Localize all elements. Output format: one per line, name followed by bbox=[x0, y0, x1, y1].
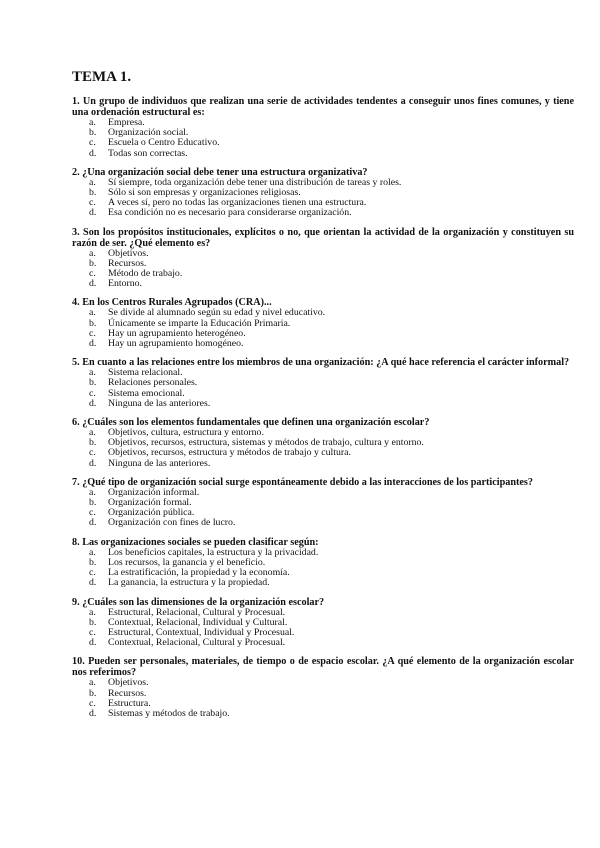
question-block bbox=[72, 96, 574, 159]
option-text: Contextual, Relacional, Individual y Cultural. bbox=[108, 616, 288, 628]
option-text: Ninguna de las anteriores. bbox=[108, 397, 211, 409]
option-letter: a. bbox=[89, 247, 96, 259]
answer-options bbox=[72, 118, 574, 159]
option-letter: c. bbox=[89, 626, 96, 638]
option-text: Entorno. bbox=[108, 278, 143, 290]
option-text: Organización social. bbox=[108, 127, 189, 139]
option-letter: d. bbox=[89, 338, 97, 350]
option-text: Organización con fines de lucro. bbox=[108, 517, 236, 529]
option-letter: d. bbox=[89, 207, 97, 219]
question-text: 4. En los Centros Rurales Agrupados (CRA)... bbox=[72, 297, 272, 309]
option-text: Estructural, Relacional, Cultural y Procesual. bbox=[108, 606, 286, 618]
answer-option bbox=[89, 279, 574, 289]
question-block bbox=[72, 297, 574, 349]
option-text: Objetivos. bbox=[108, 677, 149, 689]
option-text: Hay un agrupamiento heterogéneo. bbox=[108, 327, 246, 339]
option-letter: d. bbox=[89, 147, 97, 159]
question-block bbox=[72, 656, 574, 719]
question-text: 1. Un grupo de individuos que realizan una serie de actividades tendentes a conseguir unos fines comunes, y tiene una ordenación estructural es: bbox=[72, 96, 574, 118]
option-letter: b. bbox=[89, 377, 97, 389]
option-text: Objetivos. bbox=[108, 247, 149, 259]
option-text: Objetivos, recursos, estructura y métodos de trabajo y cultura. bbox=[108, 447, 351, 459]
answer-option bbox=[89, 399, 574, 409]
option-letter: c. bbox=[89, 567, 96, 579]
answer-option bbox=[89, 689, 574, 699]
option-text: La estratificación, la propiedad y la economía. bbox=[108, 567, 290, 579]
option-text: Hay un agrupamiento homogéneo. bbox=[108, 338, 244, 350]
option-letter: a. bbox=[89, 367, 96, 379]
option-letter: d. bbox=[89, 637, 97, 649]
question-list bbox=[72, 96, 574, 719]
option-text: Método de trabajo. bbox=[108, 268, 183, 280]
option-text: Recursos. bbox=[108, 257, 147, 269]
answer-option bbox=[89, 678, 574, 688]
option-text: Se divide al alumnado según su edad y nivel educativo. bbox=[108, 307, 326, 319]
option-letter: d. bbox=[89, 707, 97, 719]
option-letter: a. bbox=[89, 677, 96, 689]
answer-option bbox=[89, 149, 574, 159]
answer-option bbox=[89, 459, 574, 469]
option-text: Objetivos, recursos, estructura, sistemas y métodos de trabajo, cultura y entorno. bbox=[108, 437, 424, 449]
option-text: Sí siempre, toda organización debe tener una distribución de tareas y roles. bbox=[108, 176, 402, 188]
option-text: Sólo si son empresas y organizaciones religiosas. bbox=[108, 187, 301, 199]
option-letter: b. bbox=[89, 317, 97, 329]
question-block bbox=[72, 167, 574, 219]
option-letter: c. bbox=[89, 697, 96, 709]
answer-options bbox=[72, 548, 574, 589]
option-letter: c. bbox=[89, 197, 96, 209]
question-block bbox=[72, 417, 574, 469]
option-text: Estructural, Contextual, Individual y Procesual. bbox=[108, 626, 295, 638]
option-text: Únicamente se imparte la Educación Primaria. bbox=[108, 317, 291, 329]
option-letter: c. bbox=[89, 387, 96, 399]
answer-options bbox=[72, 178, 574, 219]
option-letter: d. bbox=[89, 517, 97, 529]
option-text: Esa condición no es necesario para considerarse organización. bbox=[108, 207, 352, 219]
question-block bbox=[72, 357, 574, 409]
option-letter: d. bbox=[89, 397, 97, 409]
question-block bbox=[72, 477, 574, 529]
answer-option bbox=[89, 339, 574, 349]
option-letter: a. bbox=[89, 427, 96, 439]
answer-options bbox=[72, 488, 574, 529]
option-letter: c. bbox=[89, 268, 96, 280]
answer-option bbox=[89, 208, 574, 218]
option-letter: b. bbox=[89, 187, 97, 199]
option-letter: a. bbox=[89, 117, 96, 128]
option-text: Contextual, Relacional, Cultural y Procesual. bbox=[108, 637, 286, 649]
option-letter: c. bbox=[89, 327, 96, 339]
option-text: Organización informal. bbox=[108, 486, 200, 498]
question-block bbox=[72, 227, 574, 290]
question-text: 6. ¿Cuáles son los elementos fundamentales que definen una organización escolar? bbox=[72, 417, 430, 429]
answer-options bbox=[72, 428, 574, 469]
option-text: Sistemas y métodos de trabajo. bbox=[108, 707, 230, 719]
option-letter: d. bbox=[89, 278, 97, 290]
option-text: Sistema emocional. bbox=[108, 387, 185, 399]
option-text: Estructura. bbox=[108, 697, 151, 709]
answer-options bbox=[72, 368, 574, 409]
option-text: Objetivos, cultura, estructura y entorno. bbox=[108, 427, 264, 439]
question-text: 7. ¿Qué tipo de organización social surge espontáneamente debido a las interacciones de los participantes? bbox=[72, 476, 533, 488]
option-letter: b. bbox=[89, 127, 97, 139]
option-letter: a. bbox=[89, 307, 96, 319]
option-text: Los beneficios capitales, la estructura y la privacidad. bbox=[108, 546, 319, 558]
option-letter: c. bbox=[89, 447, 96, 459]
option-letter: b. bbox=[89, 687, 97, 699]
option-text: Relaciones personales. bbox=[108, 377, 198, 389]
option-letter: d. bbox=[89, 577, 97, 589]
question-text: 8. Las organizaciones sociales se pueden clasificar según: bbox=[72, 536, 319, 548]
option-letter: d. bbox=[89, 457, 97, 469]
answer-option bbox=[89, 578, 574, 588]
option-text: Organización formal. bbox=[108, 497, 192, 509]
question-text: 5. En cuanto a las relaciones entre los miembros de una organización: ¿A qué hace referencia el carácter informal? bbox=[72, 357, 570, 369]
question-text: 10. Pueden ser personales, materiales, de tiempo o de espacio escolar. ¿A qué elemento de la organización escolar nos referimos? bbox=[72, 656, 574, 679]
option-letter: a. bbox=[89, 606, 96, 618]
option-text: A veces sí, pero no todas las organizaciones tienen una estructura. bbox=[108, 197, 367, 209]
option-letter: c. bbox=[89, 507, 96, 519]
option-letter: a. bbox=[89, 486, 96, 498]
option-text: Ninguna de las anteriores. bbox=[108, 457, 211, 469]
page-title: TEMA 1. bbox=[72, 69, 132, 85]
option-letter: b. bbox=[89, 616, 97, 628]
answer-option bbox=[89, 709, 574, 719]
option-text: Empresa. bbox=[108, 117, 145, 128]
option-letter: a. bbox=[89, 176, 96, 188]
option-text: Recursos. bbox=[108, 687, 147, 699]
option-letter: b. bbox=[89, 556, 97, 568]
answer-option bbox=[89, 518, 574, 528]
answer-options bbox=[72, 608, 574, 649]
question-text: 9. ¿Cuáles son las dimensiones de la organización escolar? bbox=[72, 596, 325, 608]
option-letter: c. bbox=[89, 137, 96, 149]
option-letter: b. bbox=[89, 437, 97, 449]
answer-options bbox=[72, 308, 574, 349]
question-block bbox=[72, 537, 574, 589]
option-letter: a. bbox=[89, 546, 96, 558]
answer-options bbox=[72, 249, 574, 290]
answer-option bbox=[89, 638, 574, 648]
question-text: 3. Son los propósitos institucionales, explícitos o no, que orientan la actividad de la organización y constituyen su razón de ser. ¿Qué elemento es? bbox=[72, 226, 574, 249]
option-letter: b. bbox=[89, 497, 97, 509]
option-text: Organización pública. bbox=[108, 507, 195, 519]
option-text: La ganancia, la estructura y la propiedad. bbox=[108, 577, 270, 589]
question-block bbox=[72, 597, 574, 649]
option-text: Todas son correctas. bbox=[108, 147, 188, 159]
answer-option bbox=[89, 249, 574, 259]
document-page bbox=[72, 68, 574, 727]
option-text: Sistema relacional. bbox=[108, 367, 183, 379]
answer-options bbox=[72, 678, 574, 719]
option-text: Escuela o Centro Educativo. bbox=[108, 137, 220, 149]
option-text: Los recursos, la ganancia y el beneficio. bbox=[108, 556, 266, 568]
option-letter: b. bbox=[89, 257, 97, 269]
question-text: 2. ¿Una organización social debe tener una estructura organizativa? bbox=[72, 166, 368, 178]
answer-option bbox=[89, 269, 574, 279]
